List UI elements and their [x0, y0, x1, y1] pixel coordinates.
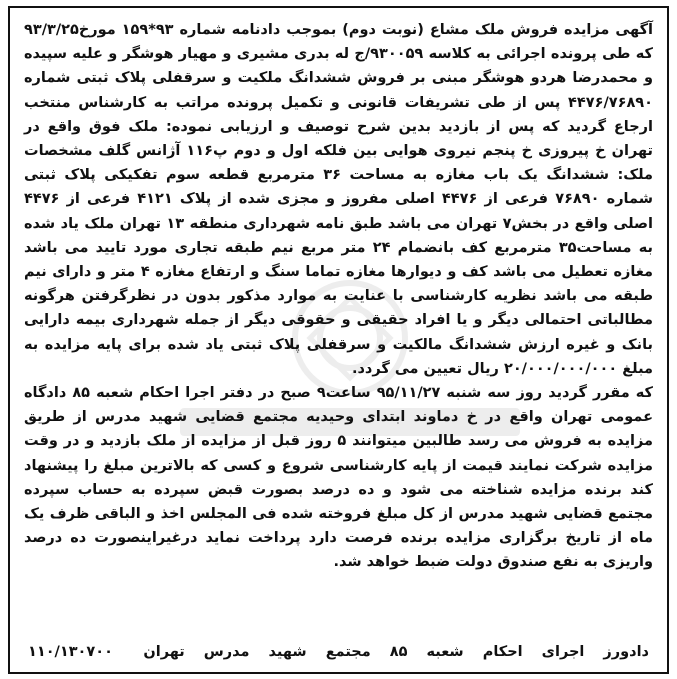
notice-body — [24, 18, 653, 575]
notice-footer — [28, 640, 649, 664]
notice-paragraph-auction-terms: که مقرر گردید روز سه شنبه ۹۵/۱۱/۲۷ ساعت۹ صبح در دفتر اجرا احکام شعبه ۸۵ دادگاه عمومی تهران واقع در خ دماوند ابتدای وحیدیه مجتمع قضایی شهید مدرس از طریق مزایده به فروش می رسد طالبین میتوانند ۵ روز قبل از مزایده از ملک بازدید و در وقت مزایده شرکت نمایند قیمت از پایه کارشناسی شروع و کسی که بالاترین مبلغ را پیشنهاد کند برنده مزایده شناخته می شود و ده درصد بصورت قبض سپرده به حساب سپرده مجتمع قضایی شهید مدرس از کل مبلغ فروخته شده فی المجلس اخذ و الباقی ظرف یک ماه از تاریخ برگزاری مزایده برنده فرصت دارد پرداخت نماید درغیراینصورت ده درصد واریزی به نفع صندوق دولت ضبط خواهد شد. — [24, 385, 653, 571]
issuer-signature: دادورز اجرای احکام شعبه ۸۵ مجتمع شهید مدرس تهران — [143, 644, 649, 660]
notice-frame — [8, 6, 669, 674]
notice-paragraph-property: آگهی مزایده فروش ملک مشاع (نوبت دوم) بموجب دادنامه شماره ۹۳*۱۵۹ مورخ۹۳/۳/۲۵ که طی پرونده اجرائی به کلاسه ۹۳۰۰۵۹/ج له بدری مشیری و مهیار هوشگر و علیه سپیده و محمدرضا هردو هوشگر مبنی بر فروش ششدانگ ملکیت و سرقفلی پلاک ثبتی شماره ۴۴۷۶/۷۶۸۹۰ پس از طی تشریفات قانونی و تکمیل پرونده مراتب به کارشناس منتخب ارجاع گردید که پس از بازدید بدین شرح توصیف و ارزیابی نموده: ملک فوق واقع در تهران خ پیروزی خ پنجم نیروی هوایی بین فلکه اول و دوم پ۱۱۶ آژانس گلف مشخصات ملک: ششدانگ یک باب مغازه به مساحت ۳۶ مترمربع قطعه سوم تفکیکی پلاک ثبتی شماره ۷۶۸۹۰ فرعی از ۴۴۷۶ اصلی مفروز و مجزی شده از پلاک ۴۱۲۱ فرعی از ۴۴۷۶ اصلی واقع در بخش۷ تهران می باشد طبق نامه شهرداری منطقه ۱۳ تهران ملک یاد شده به مساحت۳۵ مترمربع کف بانضمام ۲۴ متر مربع نیم طبقه تجاری مورد تایید می باشد مغازه تعطیل می باشد کف و دیوارها مغازه تماما سنگ و ارتفاع مغازه ۴ متر و دارای نیم طبقه می باشد نظریه کارشناسی با عنایت به موارد مذکور بدون در نظرگرفتن هرگونه مطالباتی احتمالی دیگر و یا افراد حقیقی و حقوقی دیگر از جمله شهرداری بیمه دارایی بانک و غیره ارزش ششدانگ مالکیت و سرقفلی پلاک ثبتی یاد شده برای پایه مزایده به مبلغ ۲۰/۰۰۰/۰۰۰/۰۰۰ ریال تعیین می گردد. — [24, 22, 654, 377]
reference-number: ۱۱۰/۱۳۰۷۰۰ — [28, 644, 113, 660]
